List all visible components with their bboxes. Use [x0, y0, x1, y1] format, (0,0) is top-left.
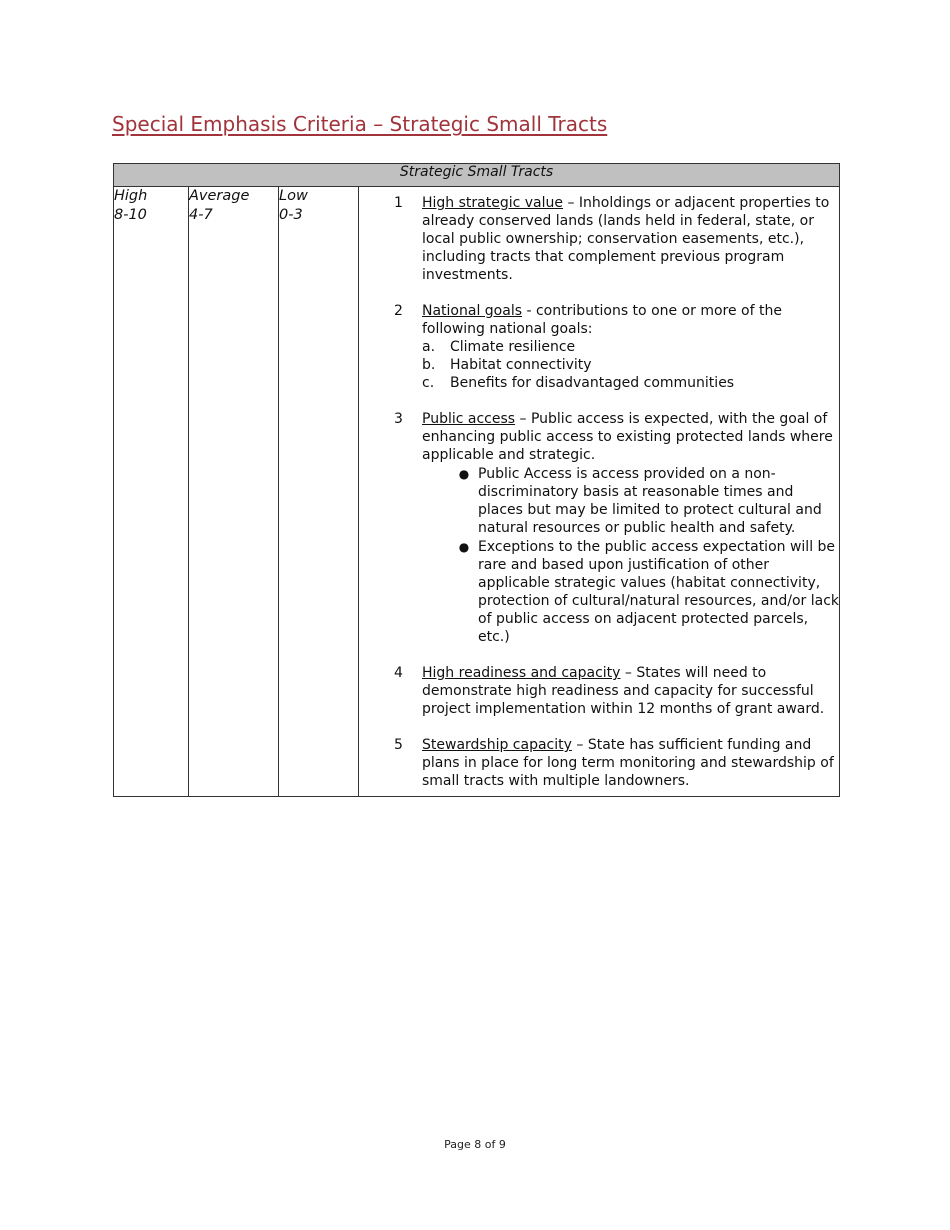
bullet-icon: ●: [458, 467, 470, 481]
score-label: High: [114, 188, 148, 204]
criterion-item: [359, 302, 839, 392]
bullet-list: [450, 465, 839, 646]
sub-item-letter: c.: [422, 375, 435, 391]
criterion-number: 5: [394, 737, 403, 753]
score-average: [189, 187, 279, 797]
criterion-number: 4: [394, 665, 403, 681]
score-high: [114, 187, 189, 797]
criterion-title: High strategic value: [422, 195, 564, 211]
sub-item: [422, 356, 839, 374]
criterion-item: [359, 194, 839, 284]
score-label: Low: [279, 188, 308, 204]
criterion-number: 3: [394, 411, 403, 427]
score-range: 8-10: [114, 207, 147, 223]
criterion-text: – States will need to demonstrate high readiness and capacity for successful project implementation within 12 months of grant award.: [422, 665, 825, 717]
sub-item-letter: a.: [422, 339, 436, 355]
bullet-item: [450, 538, 839, 646]
sub-item-text: Habitat connectivity: [450, 357, 592, 373]
score-range: 4-7: [189, 207, 213, 223]
bullet-item: [450, 465, 839, 537]
bullet-icon: ●: [458, 540, 470, 554]
criterion-number: 1: [394, 195, 403, 211]
criterion-item: [359, 664, 839, 718]
table-caption: Strategic Small Tracts: [114, 164, 840, 187]
sub-item-letter: b.: [422, 357, 436, 373]
criterion-text: – Public access is expected, with the goal of enhancing public access to existing protected lands where applicable and strategic.: [422, 411, 833, 463]
sub-item: [422, 374, 839, 392]
criterion-text: – Inholdings or adjacent properties to already conserved lands (lands held in federal, state, or local public ownership; conservation easements, etc.), including tracts that complement previous program investments.: [422, 195, 830, 283]
criteria-table: [113, 163, 840, 797]
score-low: [279, 187, 359, 797]
score-label: Average: [189, 188, 250, 204]
page-number: Page 8 of 9: [444, 1138, 506, 1151]
page-heading: Special Emphasis Criteria – Strategic Small Tracts: [112, 112, 608, 136]
criterion-number: 2: [394, 303, 403, 319]
criterion-title: Stewardship capacity: [422, 737, 572, 753]
criterion-title: National goals: [422, 303, 523, 319]
criterion-title: Public access: [422, 411, 516, 427]
sub-item-text: Benefits for disadvantaged communities: [450, 375, 735, 391]
criterion-item: [359, 410, 839, 646]
sub-item-text: Climate resilience: [450, 339, 576, 355]
criterion-text: – State has sufficient funding and plans in place for long term monitoring and stewardship of small tracts with multiple landowners.: [422, 737, 834, 789]
sub-item: [422, 338, 839, 356]
criterion-title: High readiness and capacity: [422, 665, 621, 681]
criterion-item: [359, 736, 839, 790]
criterion-text: - contributions to one or more of the following national goals:: [422, 303, 782, 337]
bullet-text: Public Access is access provided on a non-discriminatory basis at reasonable times and places but may be limited to protect cultural and natural resources or public health and safety.: [478, 466, 822, 536]
bullet-text: Exceptions to the public access expectation will be rare and based upon justification of other applicable strategic values (habitat connectivity, protection of cultural/natural resources, and/or lack of public access on adjacent protected parcels, etc.): [478, 539, 840, 645]
criteria-list: [359, 187, 840, 797]
score-range: 0-3: [279, 207, 303, 223]
